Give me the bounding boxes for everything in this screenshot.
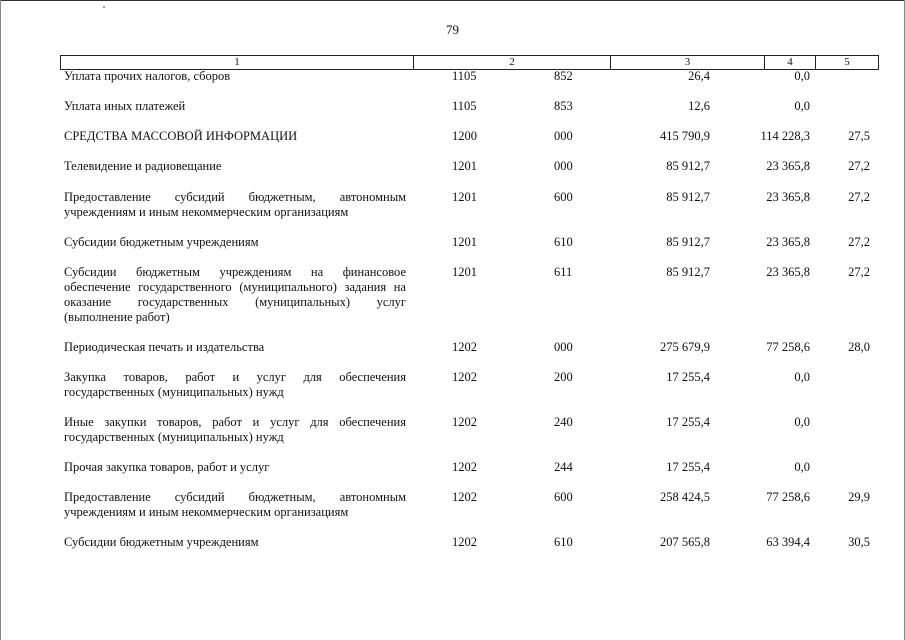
row-value-col5: 30,5 [848, 535, 870, 549]
page-left-edge [0, 0, 1, 640]
row-section-code: 1202 [452, 490, 477, 504]
row-section-code: 1202 [452, 340, 477, 354]
row-name: Субсидии бюджетным учреждениям [64, 235, 259, 249]
row-name: Периодическая печать и издательства [64, 340, 265, 354]
column-header-4: 4 [765, 56, 816, 69]
column-header-1: 1 [61, 56, 414, 69]
row-expense-code: 610 [554, 535, 573, 549]
page-top-edge [0, 0, 905, 1]
row-section-code: 1200 [452, 129, 477, 143]
row-section-code: 1201 [452, 235, 477, 249]
row-value-col5: 29,9 [848, 490, 870, 504]
row-value-col5: 27,2 [848, 235, 870, 249]
row-value-col4: 63 394,4 [766, 535, 810, 549]
row-section-code: 1202 [452, 370, 477, 384]
row-value-col4: 0,0 [794, 99, 810, 113]
row-value-col4: 23 365,8 [766, 159, 810, 173]
row-value-col3: 85 912,7 [666, 265, 710, 279]
row-value-col3: 26,4 [688, 69, 710, 83]
row-value-col4: 114 228,3 [760, 129, 810, 143]
row-value-col4: 23 365,8 [766, 235, 810, 249]
row-value-col3: 415 790,9 [660, 129, 710, 143]
row-section-code: 1202 [452, 415, 477, 429]
row-value-col3: 12,6 [688, 99, 710, 113]
row-expense-code: 600 [554, 490, 573, 504]
row-section-code: 1202 [452, 460, 477, 474]
row-name: Иные закупки товаров, работ и услуг для обеспечения государственных (муниципальных) нужд [64, 415, 406, 444]
row-name: Телевидение и радиовещание [64, 159, 222, 173]
row-value-col4: 77 258,6 [766, 490, 810, 504]
row-name: Закупка товаров, работ и услуг для обеспечения государственных (муниципальных) нужд [64, 370, 406, 399]
row-name: Субсидии бюджетным учреждениям на финансовое обеспечение государственного (муниципального) задания на оказание государственных (муниципальных) услуг (выполнение работ) [64, 265, 406, 324]
row-expense-code: 244 [554, 460, 573, 474]
row-value-col3: 207 565,8 [660, 535, 710, 549]
row-section-code: 1201 [452, 190, 477, 204]
column-header-5: 5 [844, 56, 850, 68]
row-section-code: 1105 [452, 69, 477, 83]
row-expense-code: 000 [554, 129, 573, 143]
row-expense-code: 240 [554, 415, 573, 429]
row-value-col5: 27,2 [848, 265, 870, 279]
row-value-col3: 85 912,7 [666, 235, 710, 249]
row-section-code: 1201 [452, 159, 477, 173]
row-value-col4: 0,0 [794, 460, 810, 474]
row-value-col4: 77 258,6 [766, 340, 810, 354]
row-name: Уплата прочих налогов, сборов [64, 69, 231, 83]
row-section-code: 1201 [452, 265, 477, 279]
row-value-col5: 27,2 [848, 159, 870, 173]
row-expense-code: 000 [554, 159, 573, 173]
row-expense-code: 600 [554, 190, 573, 204]
scan-speck [103, 6, 105, 8]
row-section-code: 1202 [452, 535, 477, 549]
row-expense-code: 852 [554, 69, 573, 83]
row-value-col3: 17 255,4 [666, 415, 710, 429]
row-name: СРЕДСТВА МАССОВОЙ ИНФОРМАЦИИ [64, 129, 298, 143]
row-value-col3: 17 255,4 [666, 460, 710, 474]
row-value-col4: 0,0 [794, 69, 810, 83]
row-value-col5: 27,5 [848, 129, 870, 143]
column-header-row [60, 55, 879, 70]
row-expense-code: 610 [554, 235, 573, 249]
row-value-col4: 23 365,8 [766, 265, 810, 279]
row-value-col3: 258 424,5 [660, 490, 710, 504]
row-value-col4: 0,0 [794, 415, 810, 429]
row-name: Предоставление субсидий бюджетным, автономным учреждениям и иным некоммерческим организациям [64, 190, 406, 219]
row-value-col3: 85 912,7 [666, 190, 710, 204]
row-section-code: 1105 [452, 99, 477, 113]
row-expense-code: 611 [554, 265, 573, 279]
row-name: Субсидии бюджетным учреждениям [64, 535, 259, 549]
row-value-col4: 0,0 [794, 370, 810, 384]
row-name: Предоставление субсидий бюджетным, автономным учреждениям и иным некоммерческим организациям [64, 490, 406, 519]
row-expense-code: 200 [554, 370, 573, 384]
row-expense-code: 853 [554, 99, 573, 113]
row-name: Уплата иных платежей [64, 99, 186, 113]
row-value-col5: 27,2 [848, 190, 870, 204]
column-header-2: 2 [414, 56, 611, 69]
row-value-col3: 17 255,4 [666, 370, 710, 384]
page-number: 79 [446, 22, 459, 37]
row-expense-code: 000 [554, 340, 573, 354]
row-value-col3: 85 912,7 [666, 159, 710, 173]
column-header-3: 3 [611, 56, 765, 69]
row-value-col3: 275 679,9 [660, 340, 710, 354]
row-value-col4: 23 365,8 [766, 190, 810, 204]
row-name: Прочая закупка товаров, работ и услуг [64, 460, 270, 474]
row-value-col5: 28,0 [848, 340, 870, 354]
